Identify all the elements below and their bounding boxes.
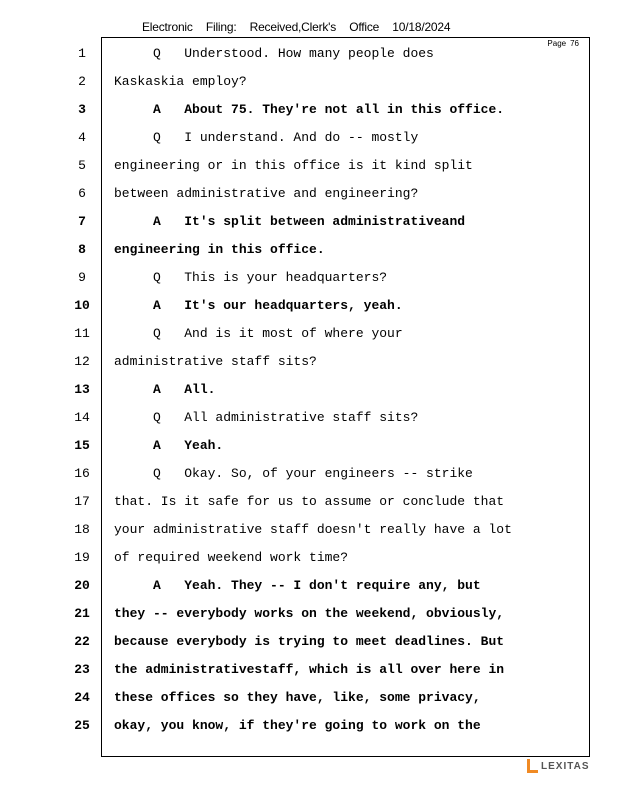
transcript-line: Q Okay. So, of your engineers -- strike <box>114 466 473 481</box>
transcript-line: A It's split between administrativeand <box>114 214 466 229</box>
filing-stamp <box>142 20 460 34</box>
lexitas-logo-text: LEXITAS <box>541 760 590 772</box>
line-number: 21 <box>74 606 90 621</box>
line-number: 13 <box>74 382 90 397</box>
transcript-line: engineering in this office. <box>114 242 325 257</box>
transcript-line: A It's our headquarters, yeah. <box>114 298 403 313</box>
transcript-line: A About 75. They're not all in this office. <box>114 102 505 117</box>
stamp-date: 10/18/2024 <box>392 20 451 34</box>
lexitas-logo <box>525 758 589 774</box>
line-number: 12 <box>74 354 90 369</box>
line-number: 4 <box>78 130 86 145</box>
line-number: 8 <box>78 242 86 257</box>
transcript-line: Q All administrative staff sits? <box>114 410 419 425</box>
stamp-office: Office <box>349 20 380 34</box>
transcript-line: Q I understand. And do -- mostly <box>114 130 419 145</box>
lexitas-logo-icon <box>525 758 539 774</box>
line-number: 19 <box>74 550 90 565</box>
line-number: 7 <box>78 214 86 229</box>
line-number: 6 <box>78 186 86 201</box>
line-number: 1 <box>78 46 86 61</box>
transcript-line: they -- everybody works on the weekend, obviously, <box>114 606 505 621</box>
line-number: 16 <box>74 466 90 481</box>
page-label-text: Page <box>547 39 567 48</box>
page-label-number: 76 <box>570 39 579 48</box>
transcript-line: Kaskaskia employ? <box>114 74 247 89</box>
transcript-line: engineering or in this office is it kind split <box>114 158 473 173</box>
transcript-line: that. Is it safe for us to assume or conclude that <box>114 494 505 509</box>
transcript-line: A All. <box>114 382 216 397</box>
line-number: 5 <box>78 158 86 173</box>
line-number: 24 <box>74 690 90 705</box>
transcript-line: these offices so they have, like, some privacy, <box>114 690 481 705</box>
transcript-line: A Yeah. <box>114 438 224 453</box>
transcript-line: of required weekend work time? <box>114 550 349 565</box>
line-number: 17 <box>74 494 90 509</box>
transcript-line: the administrativestaff, which is all over here in <box>114 662 505 677</box>
stamp-filing: Filing: <box>205 20 237 34</box>
stamp-electronic: Electronic <box>142 20 193 34</box>
transcript-line: because everybody is trying to meet deadlines. But <box>114 634 505 649</box>
line-number: 2 <box>78 74 86 89</box>
line-number: 25 <box>74 718 90 733</box>
line-number: 10 <box>74 298 90 313</box>
transcript-line: A Yeah. They -- I don't require any, but <box>114 578 481 593</box>
line-number: 23 <box>74 662 90 677</box>
line-number: 9 <box>78 270 86 285</box>
line-number: 15 <box>74 438 90 453</box>
transcript-line: administrative staff sits? <box>114 354 317 369</box>
line-number: 20 <box>74 578 90 593</box>
line-number: 3 <box>78 102 86 117</box>
transcript-line: your administrative staff doesn't really have a lot <box>114 522 512 537</box>
transcript-line: okay, you know, if they're going to work on the <box>114 718 481 733</box>
transcript-line: Q This is your headquarters? <box>114 270 388 285</box>
line-number: 11 <box>74 326 90 341</box>
line-number: 14 <box>74 410 90 425</box>
transcript-line: between administrative and engineering? <box>114 186 419 201</box>
line-number: 18 <box>74 522 90 537</box>
page-number <box>543 39 579 48</box>
stamp-received: Received,Clerk's <box>249 20 337 34</box>
transcript-line: Q Understood. How many people does <box>114 46 434 61</box>
line-number: 22 <box>74 634 90 649</box>
transcript-line: Q And is it most of where your <box>114 326 403 341</box>
